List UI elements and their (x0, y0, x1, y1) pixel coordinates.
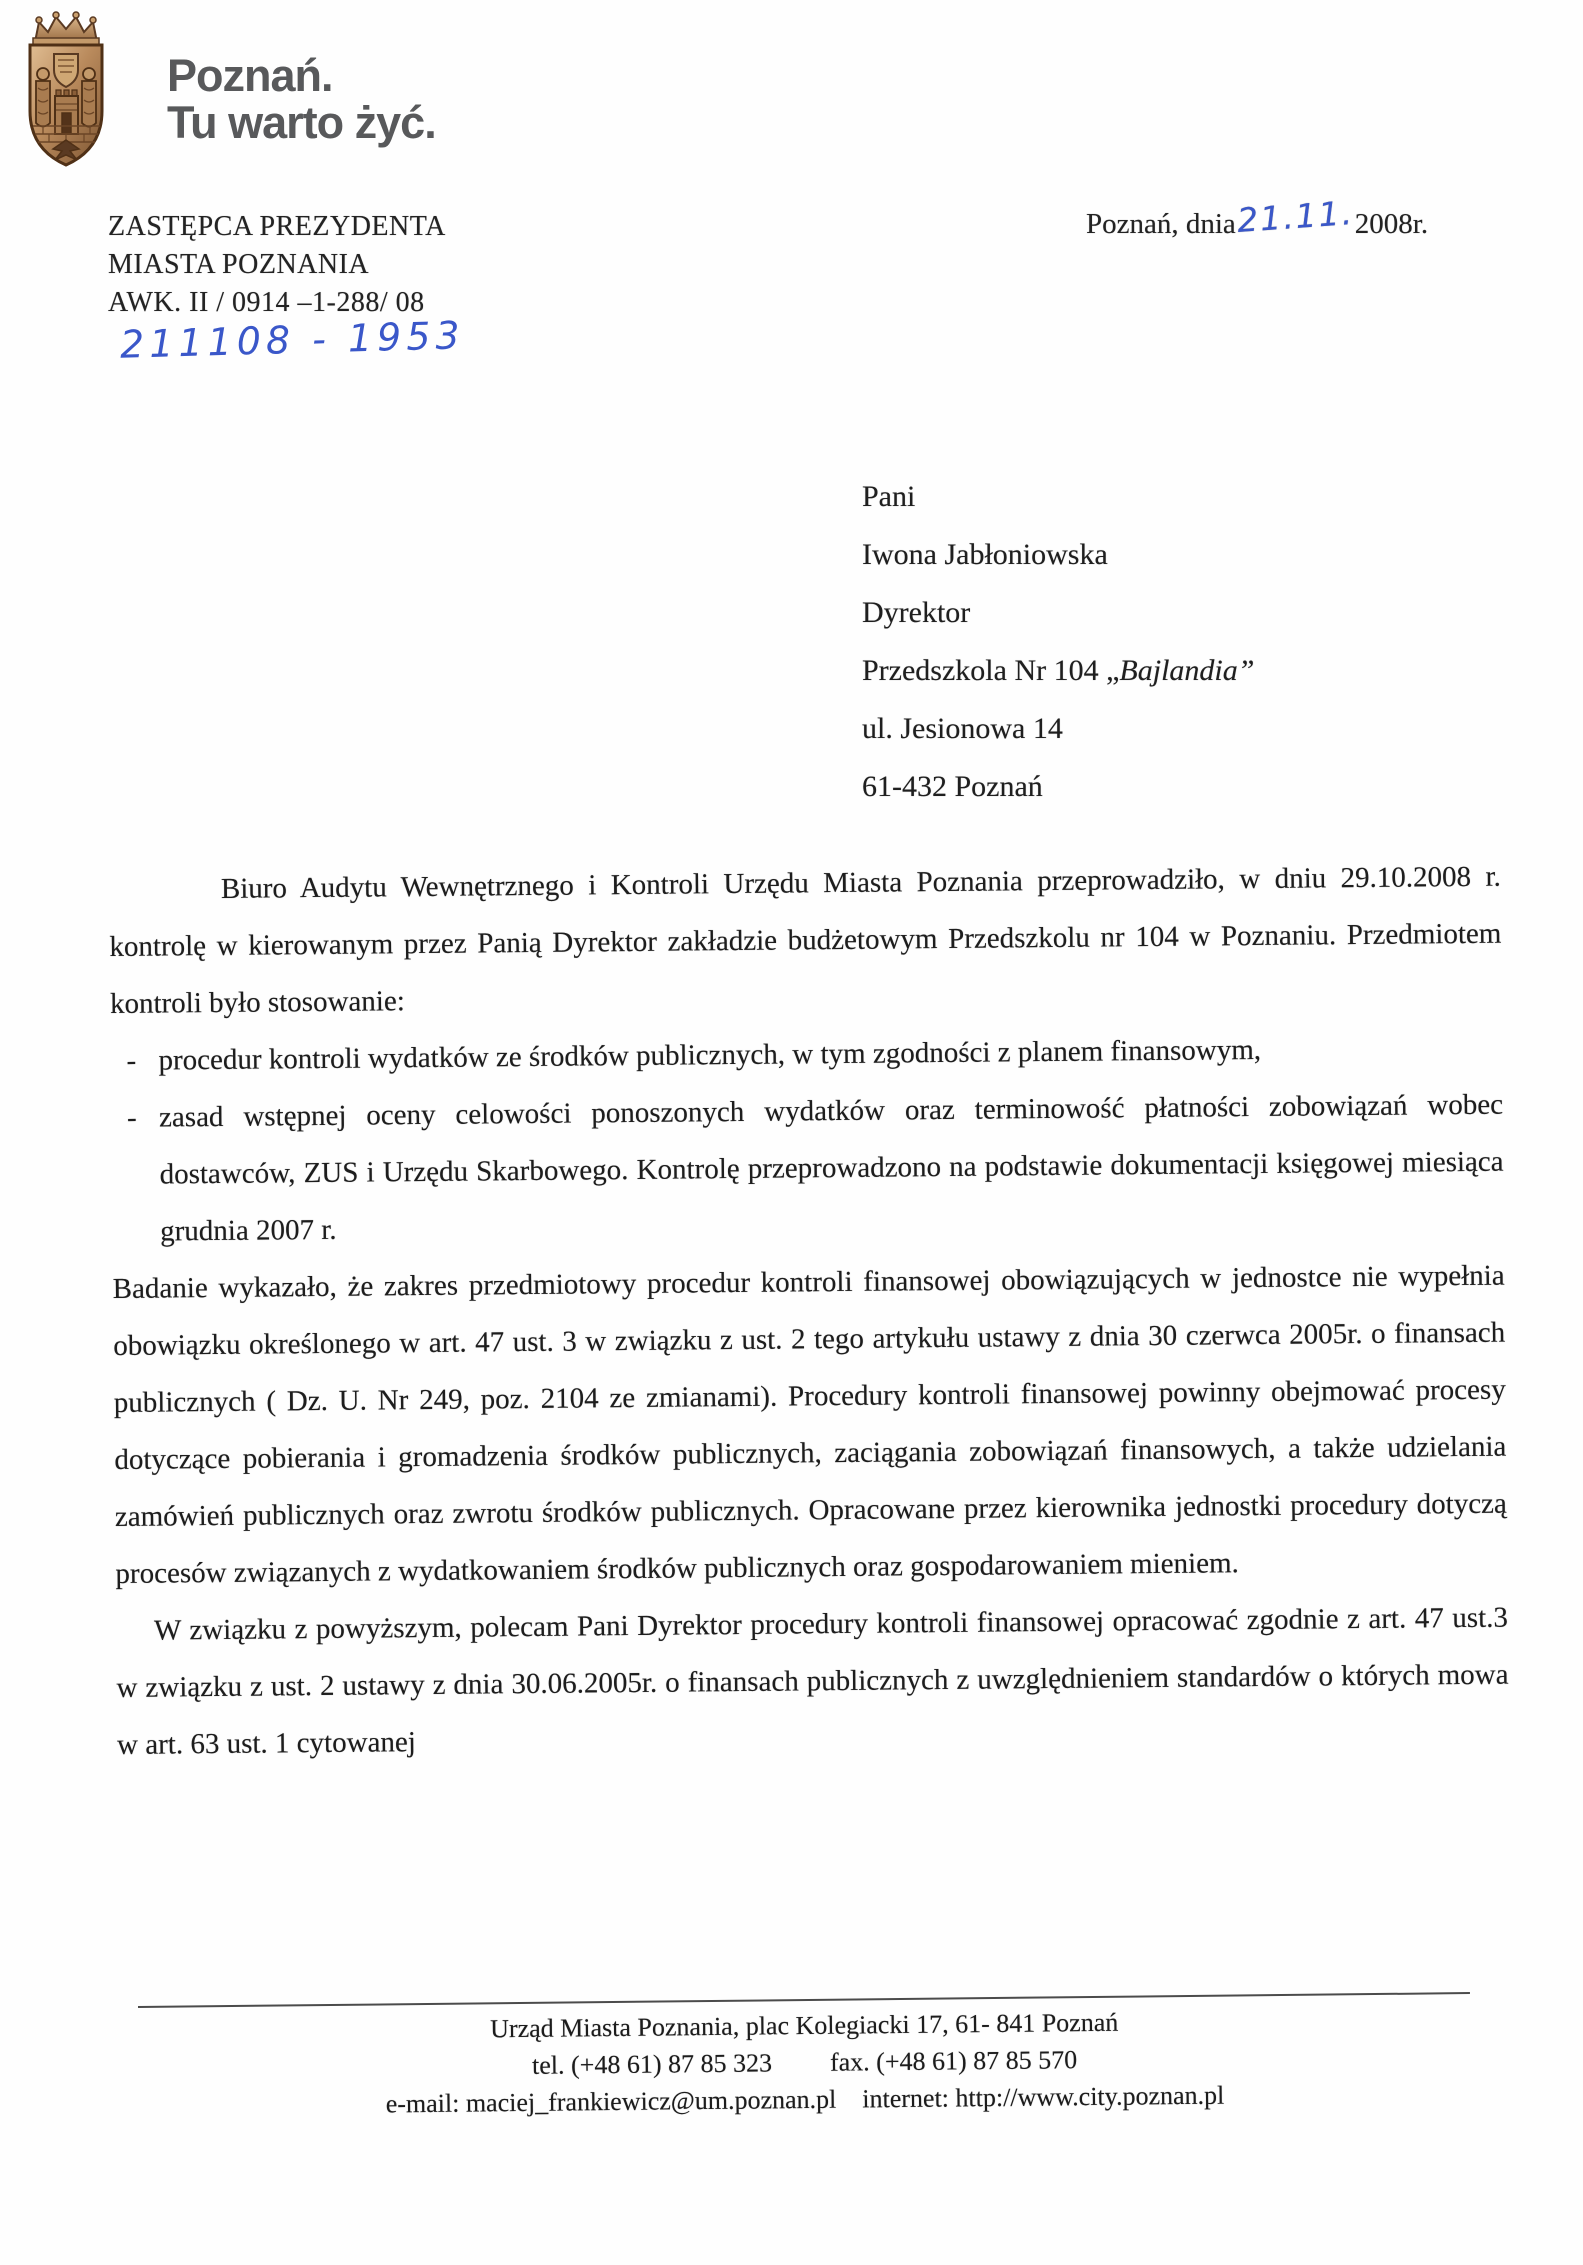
body-paragraph-2: Badanie wykazało, że zakres przedmiotowy procedur kontroli finansowej obowiązujących w jednostce nie wypełnia obowiązku określonego w art. 47 ust. 3 w związku z ust. 2 tego artykułu ustawy z dnia 30 czerwca 2005r. o finansach publicznych ( Dz. U. Nr 249, poz. 2104 ze zmianami). Procedury kontroli finansowej powinny obejmować procesy dotyczące pobierania i gromadzenia środków publicznych, zaciągania zobowiązań finansowych, a także udzielania zamówień publicznych oraz zwrotu środków publicznych. Opracowane przez kierownika jednostki procedury dotyczą procesów związanych z wydatkowaniem środków publicznych oraz gospodarowaniem mieniem. (112, 1259, 1507, 1590)
bullet-text: procedur kontroli wydatków ze środków publicznych, w tym zgodności z planem finansowym, (158, 1033, 1262, 1077)
bullet-item (111, 1077, 1505, 1261)
date-line (1086, 192, 1429, 241)
organization-suffix: ” (1237, 654, 1255, 687)
organization-name: Bajlandia (1119, 654, 1238, 687)
bullet-list (110, 1020, 1504, 1261)
recipient-title: Dyrektor (862, 596, 971, 629)
footer-fax: fax. (+48 61) 87 85 570 (829, 2045, 1078, 2077)
letter-body (109, 849, 1510, 1774)
tagline-line2: Tu warto żyć. (167, 97, 436, 148)
footer-internet: internet: http://www.city.poznan.pl (862, 2080, 1225, 2114)
footer-address: Urząd Miasta Poznania, plac Kolegiacki 17, 61- 841 Poznań (490, 2007, 1119, 2044)
body-paragraph-3: W związku z powyższym, polecam Pani Dyrektor procedury kontroli finansowej opracować zgodnie z art. 47 ust.3 w związku z ust. 2 ustawy z dnia 30.06.2005r. o finansach publicznych z uwzględnieniem standardów o których mowa w art. 63 ust. 1 cytowanej (116, 1601, 1509, 1761)
recipient-block (862, 468, 1254, 816)
poznan-coat-of-arms-logo (15, 8, 118, 186)
sender-title-line2: MIASTA POZNANIA (108, 249, 370, 280)
bullet-text: zasad wstępnej oceny celowości ponoszonych wydatków oraz terminowość płatności zobowiązań wobec dostawców, ZUS i Urzędu Skarbowego. Kontrolę przeprowadzono na podstawie dokumentacji księgowej miesiąca grudnia 2007 r. (158, 1088, 1504, 1248)
handwritten-date: 21.11. (1235, 192, 1355, 241)
tagline-line1: Poznań. (167, 50, 333, 101)
date-suffix: 2008r. (1354, 208, 1429, 240)
handwritten-registry-number: 211108 - 1953 (119, 313, 466, 367)
recipient-city: 61-432 Poznań (862, 770, 1043, 803)
date-prefix: Poznań, dnia (1086, 208, 1236, 240)
sender-block (108, 208, 446, 322)
sender-title-line1: ZASTĘPCA PREZYDENTA (108, 211, 446, 242)
footer-tel: tel. (+48 61) 87 85 323 (531, 2048, 773, 2080)
coat-of-arms-icon (15, 8, 118, 186)
recipient-name: Iwona Jabłoniowska (862, 538, 1108, 571)
sender-reference-number: AWK. II / 0914 –1-288/ 08 (108, 287, 425, 318)
bullet-dash: - (126, 1101, 137, 1134)
city-brand-tagline (167, 52, 436, 146)
footer-email: e-mail: maciej_frankiewicz@um.poznan.pl (385, 2084, 837, 2119)
recipient-salutation: Pani (862, 480, 916, 513)
body-paragraph-1: Biuro Audytu Wewnętrznego i Kontroli Urzędu Miasta Poznania przeprowadziło, w dniu 29.10.2008 r. kontrolę w kierowanym przez Panią Dyrektor zakładzie budżetowym Przedszkolu nr 104 w Poznaniu. Przedmiotem kontroli było stosowanie: (109, 860, 1502, 1021)
organization-prefix: Przedszkola Nr 104 „ (862, 654, 1120, 687)
footer-block (138, 1992, 1471, 2125)
recipient-organization (862, 642, 1254, 700)
bullet-dash: - (126, 1044, 137, 1077)
recipient-street: ul. Jesionowa 14 (862, 712, 1063, 745)
